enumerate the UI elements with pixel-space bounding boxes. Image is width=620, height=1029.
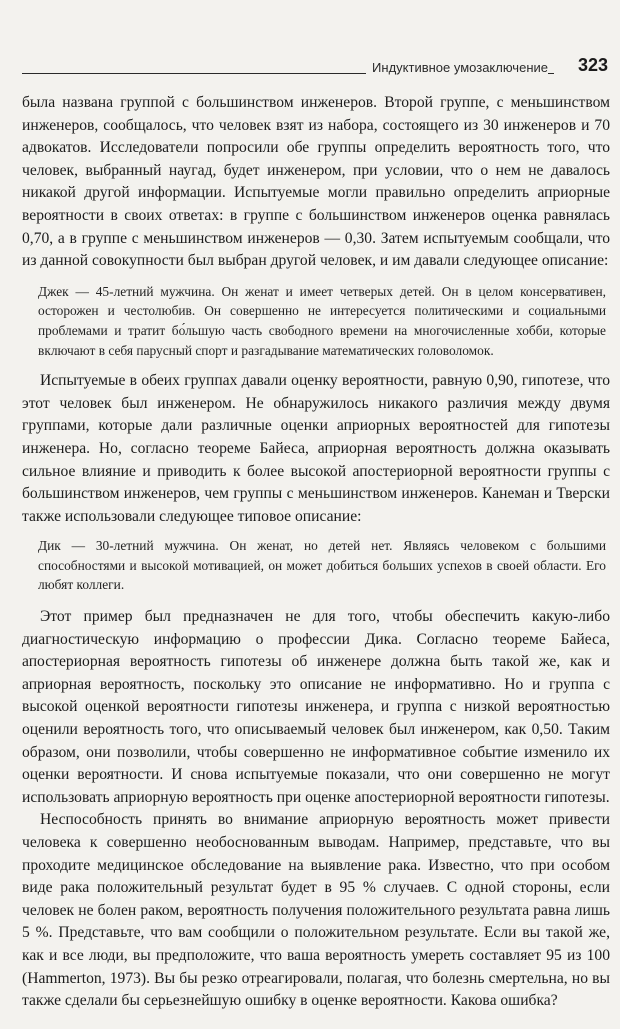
running-head: Индуктивное умозаключение [366,60,548,75]
paragraph-2: Испытуемые в обеих группах давали оценку вероятности, равную 0,90, гипотезе, что этот человек был инженером. Не обнаружилось никакого различия между двумя группами, которые дали различные оценки априорных вероятностей для гипотезы инженера. Но, согласно теореме Байеса, априорная вероятность должна оказывать сильное влияние и приводить к более высокой апостериорной вероятности группы с большинством инженеров, чем группы с меньшинством инженеров. Канеман и Тверски также использовали следующее типовое описание: [22,372,610,525]
quote-jack: Джек — 45-летний мужчина. Он женат и имеет четверых детей. Он в целом консервативен, осторожен и честолюбив. Он совершенно не интересуется политическими и социальными проблемами и тратит бо́льшую часть свободного времени на многочисленные хобби, которые включают в себя парусный спорт и разгадывание математических головоломок. [38,283,606,358]
paragraph-3: Этот пример был предназначен не для того, чтобы обеспечить какую-либо диагностическую информацию о профессии Дика. Согласно теореме Байеса, апостериорная вероятность гипотезы об инженере должна быть такой же, как и априорная вероятность, поскольку это описание не информативно. Но и группа с высокой оценкой вероятности гипотезы инженера, и группа с низкой вероятностью оценили вероятность того, что описываемый человек был инженером, как 0,50. Таким образом, они позволили, чтобы совершенно не информативное событие изменило их оценки вероятности. И снова испытуемые показали, что они совершенно не могут использовать априорную вероятность при оценке апостериорной вероятности гипотезы. [22,608,610,806]
page-body [22,92,610,1013]
paragraph-4: Неспособность принять во внимание априорную вероятность может привести человека к совершенно необоснованным выводам. Например, представьте, что вы проходите медицинское обследование на выявление рака. Известно, что при особом виде рака положительный результат будет в 95 % случаев. С одной стороны, если человек не болен раком, вероятность получения положительного результата равна лишь 5 %. Представьте, что вам сообщили о положительном результате. Если вы такой же, как и все люди, вы предположите, что ваша вероятность умереть составляет 95 из 100 (Hammerton, 1973). Вы бы резко отреагировали, полагая, что болезнь смертельна, но вы также сделали бы серьезнейшую ошибку в оценке вероятности. Какова ошибка? [22,811,610,1010]
quote-dick: Дик — 30-летний мужчина. Он женат, но детей нет. Являясь человеком с большими способностями и высокой мотивацией, он может добиться больших успехов в своей области. Его любят коллеги. [38,538,606,593]
paragraph-1: была названа группой с большинством инженеров. Второй группе, с меньшинством инженеров, сообщалось, что человек взят из набора, состоящего из 30 инженеров и 70 адвокатов. Исследователи попросили обе группы определить вероятность того, что человек, выбранный наугад, будет инженером, при условии, что о нем не давалось никакой другой информации. Испытуемые могли правильно определить априорные вероятности в своих ответах: в группе с большинством инженеров оценка равнялась 0,70, а в группе с меньшинством инженеров — 0,30. Затем испытуемым сообщали, что из данной совокупности был выбран другой человек, и им давали следующее описание: [22,94,610,270]
page-header [22,52,608,82]
page-number: 323 [577,55,608,75]
